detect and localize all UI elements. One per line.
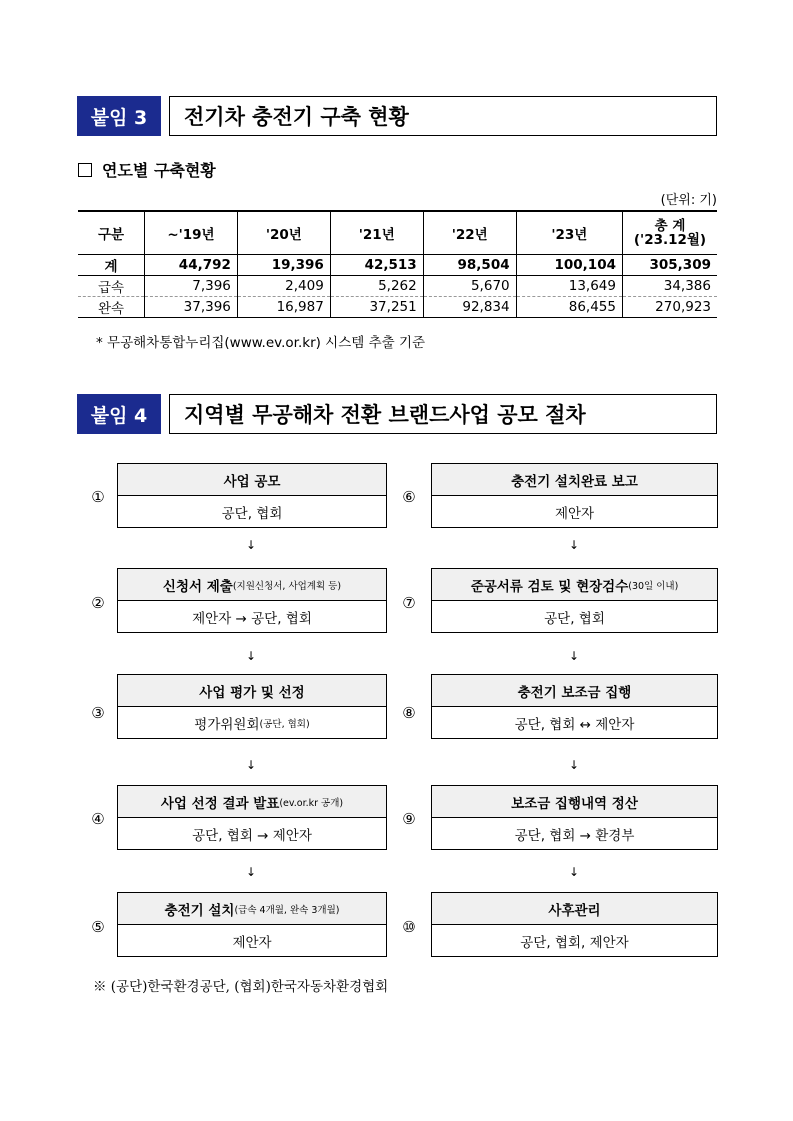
table-cell: 5,670 xyxy=(423,276,516,297)
subheading xyxy=(78,158,216,181)
step-title: 보조금 집행내역 정산 xyxy=(432,786,717,818)
table-cell: 34,386 xyxy=(623,276,718,297)
step-body: 공단, 협회 → 환경부 xyxy=(514,827,635,844)
step-title: 사업 공모 xyxy=(118,464,386,496)
total-label: 총 계 xyxy=(654,218,686,234)
step-number: ⑧ xyxy=(402,704,416,722)
step-body: 제안자 xyxy=(232,934,272,951)
table-cell: 44,792 xyxy=(145,255,238,276)
table-cell: 5,262 xyxy=(330,276,423,297)
step-title: 사후관리 xyxy=(432,893,717,925)
step-title: 사업 선정 결과 발표 (ev.or.kr 공개) xyxy=(118,786,386,818)
down-arrow-icon: ↓ xyxy=(568,865,580,879)
down-arrow-icon: ↓ xyxy=(245,649,257,663)
step-body: 공단, 협회, 제안자 xyxy=(520,934,629,951)
col-header: 구분 xyxy=(78,211,145,255)
table-cell: 37,396 xyxy=(145,297,238,318)
table-cell: 270,923 xyxy=(623,297,718,318)
process-step xyxy=(431,892,718,957)
down-arrow-icon: ↓ xyxy=(245,538,257,552)
table-cell: 86,455 xyxy=(516,297,622,318)
section-3-title: 전기차 충전기 구축 현황 xyxy=(169,96,717,136)
process-step xyxy=(431,463,718,528)
step-title: 충전기 설치완료 보고 xyxy=(432,464,717,496)
step-body: 공단, 협회 ↔ 제안자 xyxy=(514,716,635,733)
step-title: 충전기 설치 (급속 4개월, 완속 3개월) xyxy=(118,893,386,925)
table-cell: 2,409 xyxy=(237,276,330,297)
down-arrow-icon: ↓ xyxy=(245,758,257,772)
total-date: ('23.12월) xyxy=(633,232,707,248)
section-4-title: 지역별 무공해차 전환 브랜드사업 공모 절차 xyxy=(169,394,717,434)
table-cell: 완속 xyxy=(78,297,145,318)
table-cell: 7,396 xyxy=(145,276,238,297)
section-4-header xyxy=(77,394,717,434)
step-title: 충전기 보조금 집행 xyxy=(432,675,717,707)
step-body: 제안자 → 공단, 협회 xyxy=(192,610,312,627)
down-arrow-icon: ↓ xyxy=(245,865,257,879)
step-number: ⑥ xyxy=(402,488,416,506)
process-step xyxy=(117,892,387,957)
down-arrow-icon: ↓ xyxy=(568,538,580,552)
table-cell: 계 xyxy=(78,255,145,276)
table-cell: 급속 xyxy=(78,276,145,297)
table-cell: 98,504 xyxy=(423,255,516,276)
step-number: ② xyxy=(91,594,105,612)
unit-label: (단위: 기) xyxy=(660,193,717,208)
step-number: ① xyxy=(91,488,105,506)
table-cell: 16,987 xyxy=(237,297,330,318)
table-cell: 19,396 xyxy=(237,255,330,276)
footnote: ※ (공단)한국환경공단, (협회)한국자동차환경협회 xyxy=(93,979,389,995)
step-title: 준공서류 검토 및 현장검수 (30일 이내) xyxy=(432,569,717,601)
table-header-row xyxy=(78,211,717,255)
step-number: ③ xyxy=(91,704,105,722)
process-step xyxy=(117,674,387,739)
charger-stats-table xyxy=(78,210,717,318)
process-step xyxy=(431,785,718,850)
section-3-header xyxy=(77,96,717,136)
step-body: 제안자 xyxy=(554,505,595,522)
checkbox-square-icon xyxy=(78,163,92,177)
step-body: 평가위원회 (공단, 협회) xyxy=(194,716,310,733)
col-header: '22년 xyxy=(423,211,516,255)
table-row xyxy=(78,297,717,318)
down-arrow-icon: ↓ xyxy=(568,758,580,772)
col-header: ~'19년 xyxy=(145,211,238,255)
down-arrow-icon: ↓ xyxy=(568,649,580,663)
col-header: '21년 xyxy=(330,211,423,255)
process-step xyxy=(431,674,718,739)
table-cell: 305,309 xyxy=(623,255,718,276)
step-title: 신청서 제출 (지원신청서, 사업계획 등) xyxy=(118,569,386,601)
step-number: ⑨ xyxy=(402,810,416,828)
table-row xyxy=(78,255,717,276)
table-cell: 37,251 xyxy=(330,297,423,318)
step-body: 공단, 협회 xyxy=(544,610,605,627)
col-header: '23년 xyxy=(516,211,622,255)
step-number: ⑤ xyxy=(91,918,105,936)
table-cell: 92,834 xyxy=(423,297,516,318)
section-3-tag: 붙임 3 xyxy=(77,96,161,136)
process-step xyxy=(117,463,387,528)
table-cell: 13,649 xyxy=(516,276,622,297)
step-title: 사업 평가 및 선정 xyxy=(118,675,386,707)
source-note: * 무공해차통합누리집(www.ev.or.kr) 시스템 추출 기준 xyxy=(96,335,426,351)
subheading-text: 연도별 구축현황 xyxy=(102,161,216,180)
table-cell: 100,104 xyxy=(516,255,622,276)
process-step xyxy=(117,785,387,850)
step-body: 공단, 협회 → 제안자 xyxy=(192,827,312,844)
step-number: ⑩ xyxy=(402,918,416,936)
step-number: ⑦ xyxy=(402,594,416,612)
section-4-tag: 붙임 4 xyxy=(77,394,161,434)
process-step xyxy=(117,568,387,633)
table-row xyxy=(78,276,717,297)
col-header-total xyxy=(623,211,718,255)
table-cell: 42,513 xyxy=(330,255,423,276)
process-step xyxy=(431,568,718,633)
step-number: ④ xyxy=(91,810,105,828)
col-header: '20년 xyxy=(237,211,330,255)
step-body: 공단, 협회 xyxy=(221,505,283,522)
